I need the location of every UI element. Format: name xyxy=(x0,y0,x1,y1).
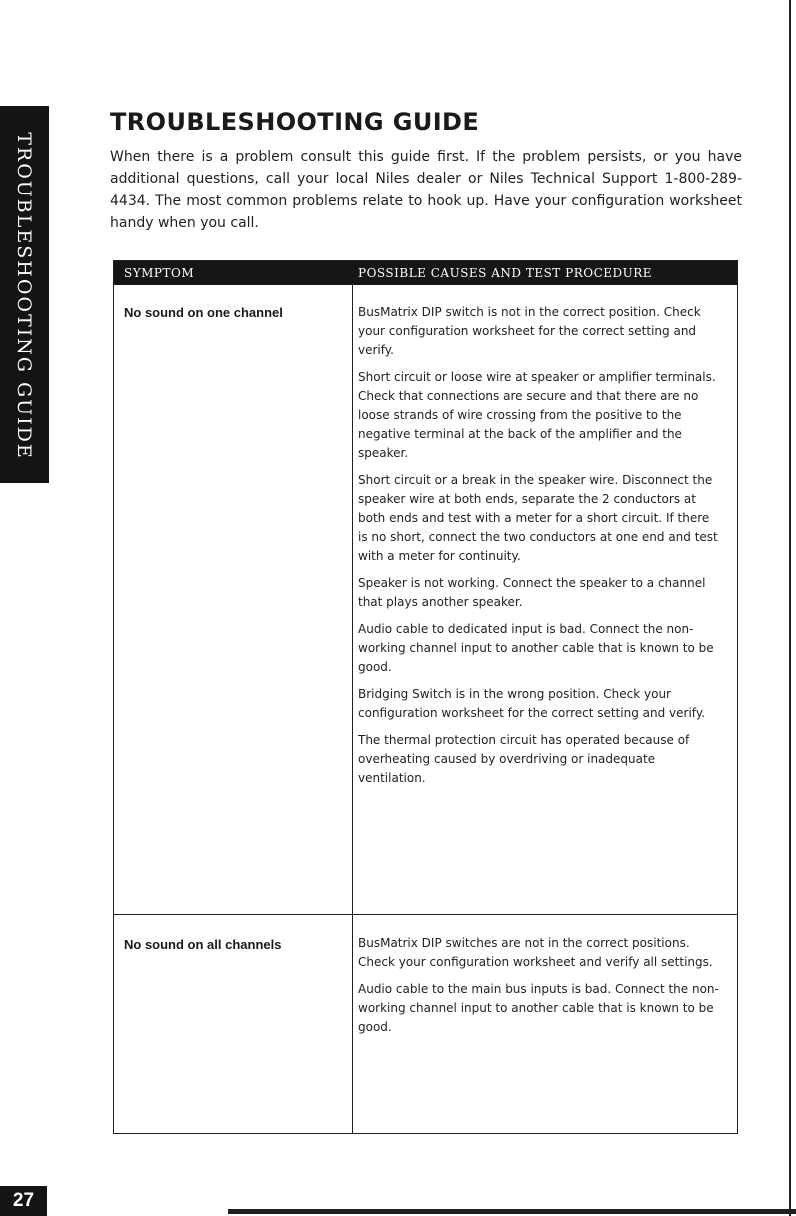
troubleshooting-table xyxy=(113,260,738,1134)
intro-paragraph: When there is a problem consult this guide first. If the problem persists, or you have additional questions, call your local Niles dealer or Niles Technical Support 1-800-289-4434. The most common problems relate to hook up. Have your configuration worksheet handy when you call. xyxy=(110,149,742,231)
cause-item: Speaker is not working. Connect the speaker to a channel that plays another speaker. xyxy=(358,576,706,609)
cause-item: Short circuit or loose wire at speaker or amplifier terminals. Check that connections are secure and that there are no loose strands of wire crossing from the positive to the negative terminal at the back of the amplifier and the speaker. xyxy=(358,370,716,460)
cause-item: Audio cable to dedicated input is bad. Connect the non-working channel input to another cable that is known to be good. xyxy=(358,622,714,674)
cause-item: BusMatrix DIP switches are not in the correct positions. Check your configuration worksheet and verify all settings. xyxy=(358,936,713,969)
cause-item: Audio cable to the main bus inputs is bad. Connect the non-working channel input to another cable that is known to be good. xyxy=(358,982,719,1034)
page-title: TROUBLESHOOTING GUIDE xyxy=(110,108,480,136)
causes-list xyxy=(358,934,720,1045)
bottom-rule xyxy=(228,1209,796,1214)
col-header-causes: POSSIBLE CAUSES AND TEST PROCEDURE xyxy=(358,266,653,280)
side-tab-label: TROUBLESHOOTING GUIDE xyxy=(13,132,35,460)
side-section-tab xyxy=(0,106,49,483)
cause-item: BusMatrix DIP switch is not in the correct position. Check your configuration worksheet for the correct setting and verify. xyxy=(358,305,701,357)
table-header-row xyxy=(114,261,737,285)
col-header-symptom: SYMPTOM xyxy=(124,266,195,280)
page-number: 27 xyxy=(0,1186,47,1216)
column-divider xyxy=(352,285,353,1134)
causes-list xyxy=(358,303,720,796)
symptom-cell: No sound on one channel xyxy=(124,305,283,320)
row-divider xyxy=(114,914,737,915)
cause-item: Short circuit or a break in the speaker wire. Disconnect the speaker wire at both ends, separate the 2 conductors at both ends and test with a meter for a short circuit. If there is no short, connect the two conductors at one end and test with a meter for continuity. xyxy=(358,473,718,563)
right-edge-rule xyxy=(789,0,791,1216)
cause-item: Bridging Switch is in the wrong position. Check your configuration worksheet for the correct setting and verify. xyxy=(358,687,706,720)
cause-item: The thermal protection circuit has operated because of overheating caused by overdriving or inadequate ventilation. xyxy=(358,733,690,785)
symptom-cell: No sound on all channels xyxy=(124,937,282,952)
